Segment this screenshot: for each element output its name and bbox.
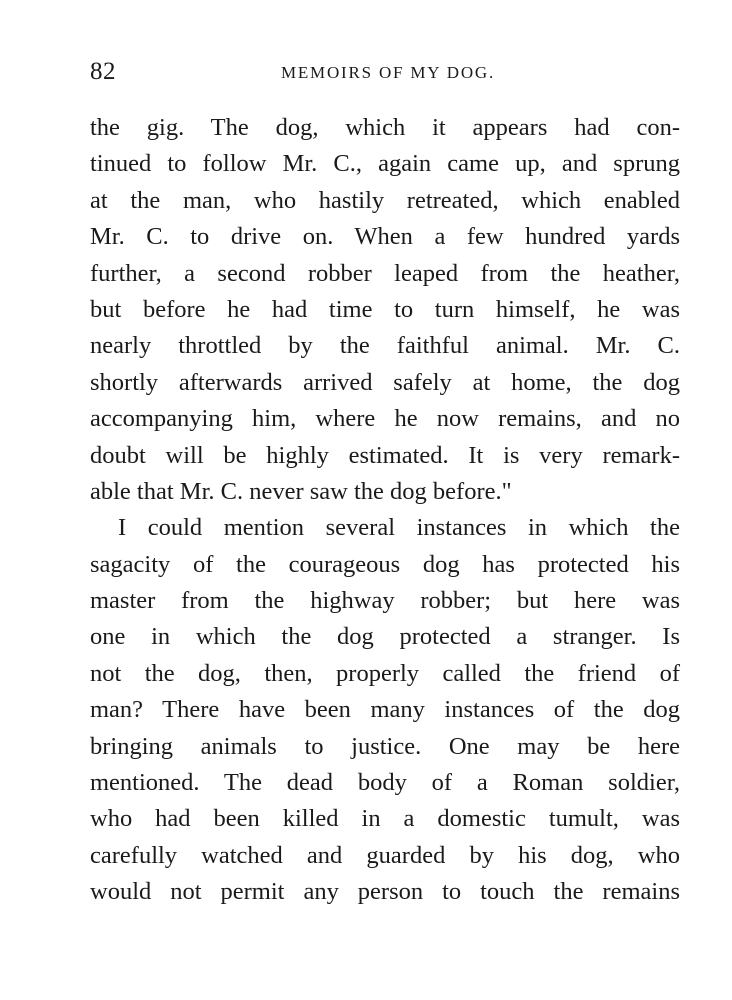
text-line: the gig. The dog, which it appears had con- — [90, 114, 680, 141]
text-line: bringing animals to justice. One may be here — [90, 732, 680, 760]
running-head: MEMOIRS OF MY DOG. — [280, 63, 496, 82]
text-line: carefully watched and guarded by his dog, who — [90, 841, 680, 869]
text-line: doubt will be highly estimated. It is very remark- — [90, 441, 680, 469]
text-line: but before he had time to turn himself, he was — [90, 295, 680, 323]
text-line: who had been killed in a domestic tumult, was — [90, 805, 680, 833]
page-header — [90, 58, 680, 92]
text-line: Mr. C. to drive on. When a few hundred yards — [90, 223, 680, 251]
text-line: shortly afterwards arrived safely at home, the dog — [90, 368, 680, 396]
text-line: tinued to follow Mr. C., again came up, and sprung — [90, 150, 680, 178]
text-line: accompanying him, where he now remains, and no — [90, 405, 680, 433]
text-line: I could mention several instances in which the — [118, 514, 680, 542]
text-line: further, a second robber leaped from the heather, — [90, 259, 680, 287]
text-line: at the man, who hastily retreated, which enabled — [90, 186, 680, 214]
text-line: master from the highway robber; but here was — [90, 587, 680, 615]
text-line: sagacity of the courageous dog has protected his — [90, 550, 680, 578]
text-line: one in which the dog protected a stranger. Is — [90, 623, 680, 651]
text-line: not the dog, then, properly called the friend of — [90, 659, 680, 687]
text-line: would not permit any person to touch the remains — [90, 878, 680, 906]
page-number: 82 — [90, 58, 116, 85]
text-line: mentioned. The dead body of a Roman soldier, — [90, 769, 680, 797]
text-line: nearly throttled by the faithful animal. Mr. C. — [90, 332, 680, 360]
body-text — [90, 110, 680, 911]
text-line: man? There have been many instances of the dog — [90, 696, 680, 724]
text-line: able that Mr. C. never saw the dog before." — [90, 477, 512, 505]
